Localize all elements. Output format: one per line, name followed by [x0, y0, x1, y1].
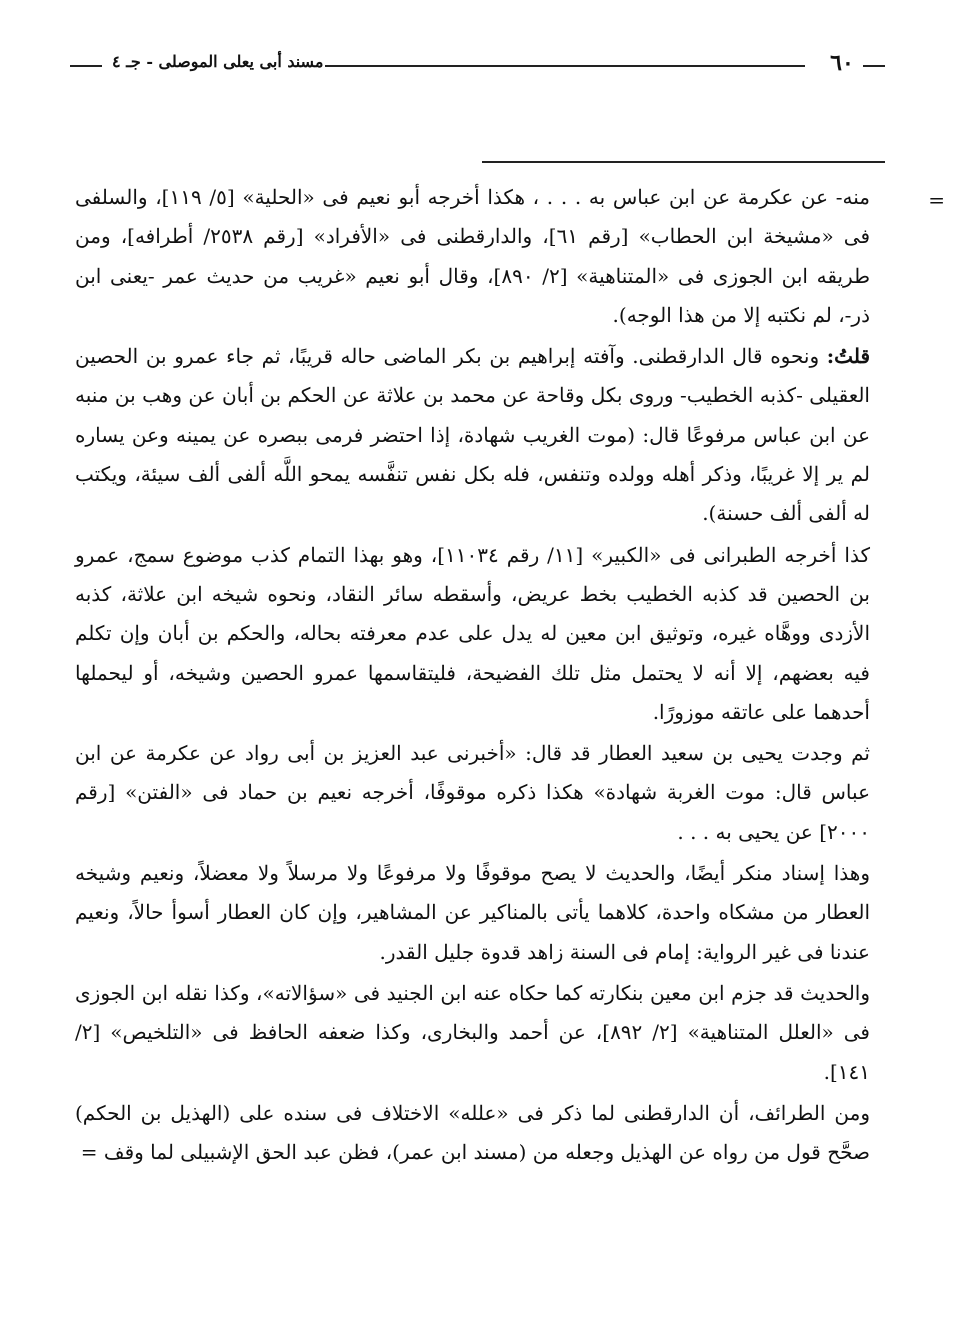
footnote-paragraph: منه- عن عكرمة عن ابن عباس به . . . ، هكذا أخرجه أبو نعيم فى «الحلية» [٥/ ١١٩]، والسلفى فى «مشيخة ابن الحطاب» [رقم ٦١]، والدارقطنى فى «الأفراد» [رقم ٢٥٣٨/ أطرافه]، ومن طريقه ابن الجوزى فى «المتناهية» [٢/ ٨٩٠]، وقال أبو نعيم «غريب من حديث عمر -يعنى ابن ذر-، لم نكتبه إلا من هذا الوجه). [75, 185, 870, 327]
footnote-paragraph: قلتُ: ونحوه قال الدارقطنى. وآفته إبراهيم بن بكر الماضى حاله قريبًا، ثم جاء عمرو بن الحصين العقيلى -كذبه الخطيب- وروى بكل وقاحة عن محمد بن علاثة عن الحكم بن أبان عن وهب بن منبه عن ابن عباس مرفوعًا قال: (موت الغريب شهادة، إذا احتضر فرمى ببصره عن يمينه وعن يساره لم ير إلا غريبًا، وذكر أهله وولده وتنفس، فله بكل نفس تنفَّسه يمحو اللَّه ألفى ألف سيئة، ويكتب له ألفى ألف حسنة). [75, 344, 870, 526]
footnote-body [75, 178, 870, 1174]
footnote-paragraph: وهذا إسناد منكر أيضًا، والحديث لا يصح موقوفًا ولا مرفوعًا ولا مرسلاً ولا معضلاً، ونعيم وشيخه العطار من مشكاه واحدة، كلاهما يأتى بالمناكير عن المشاهير، وإن كان العطار أسوأ حالاً، ونعيم عندنا فى غير الرواية: إمام فى السنة زاهد قدوة جليل القدر. [75, 861, 870, 964]
footnote-paragraph: كذا أخرجه الطبرانى فى «الكبير» [١١/ رقم ١١٠٣٤]، وهو بهذا التمام كذب موضوع سمج، عمرو بن الحصين قد كذبه الخطيب بخط عريض، وأسقطه سائر النقاد، ونحوه شيخه ابن علاثة، كذبه الأزدى ووهَّاه غيره، وتوثيق ابن معين له يدل على عدم معرفته بحاله، والحكم بن أبان وإن تكلم فيه بعضهم، إلا أنه لا يحتمل مثل تلك الفضيحة، فليتقاسمها عمرو الحصين وشيخه، أو ليحملها أحدهما على عاتقه موزورًا. [75, 542, 870, 724]
qultu-label: قلتُ: [826, 344, 870, 369]
footnote-paragraph: والحديث قد جزم ابن معين بنكارته كما حكاه عنه ابن الجنيد فى «سؤالاته»، وكذا نقله ابن الجوزى فى «العلل المتناهية» [٢/ ٨٩٢]، عن أحمد والبخارى، وكذا ضعفه الحافظ فى «التلخيص» [٢/ ١٤١]. [75, 980, 870, 1084]
continuation-mark: = [928, 188, 945, 212]
page-number: ٦٠ [830, 50, 854, 76]
footnote-separator [482, 161, 885, 163]
header-rule-middle [325, 65, 805, 67]
page-header [70, 50, 885, 80]
running-title: مسند أبى يعلى الموصلى - جـ ٤ [112, 52, 324, 71]
footnote-paragraph: ومن الطرائف، أن الدارقطنى لما ذكر فى «علله» الاختلاف فى سنده على (الهذيل بن الحكم) صحَّح قول من رواه عن الهذيل وجعله من (مسند ابن عمر)، فظن عبد الحق الإشبيلى لما وقف = [75, 1100, 870, 1165]
header-rule-left [70, 65, 102, 67]
footnote-paragraph: ثم وجدت يحيى بن سعيد العطار قد قال: «أخبرنى عبد العزيز بن أبى رواد عن عكرمة عن ابن عباس قال: موت الغربة شهادة» هكذا ذكره موقوفًا، أخرجه نعيم بن حماد فى «الفتن» [رقم ٢٠٠٠] عن يحيى به . . . [75, 741, 870, 844]
